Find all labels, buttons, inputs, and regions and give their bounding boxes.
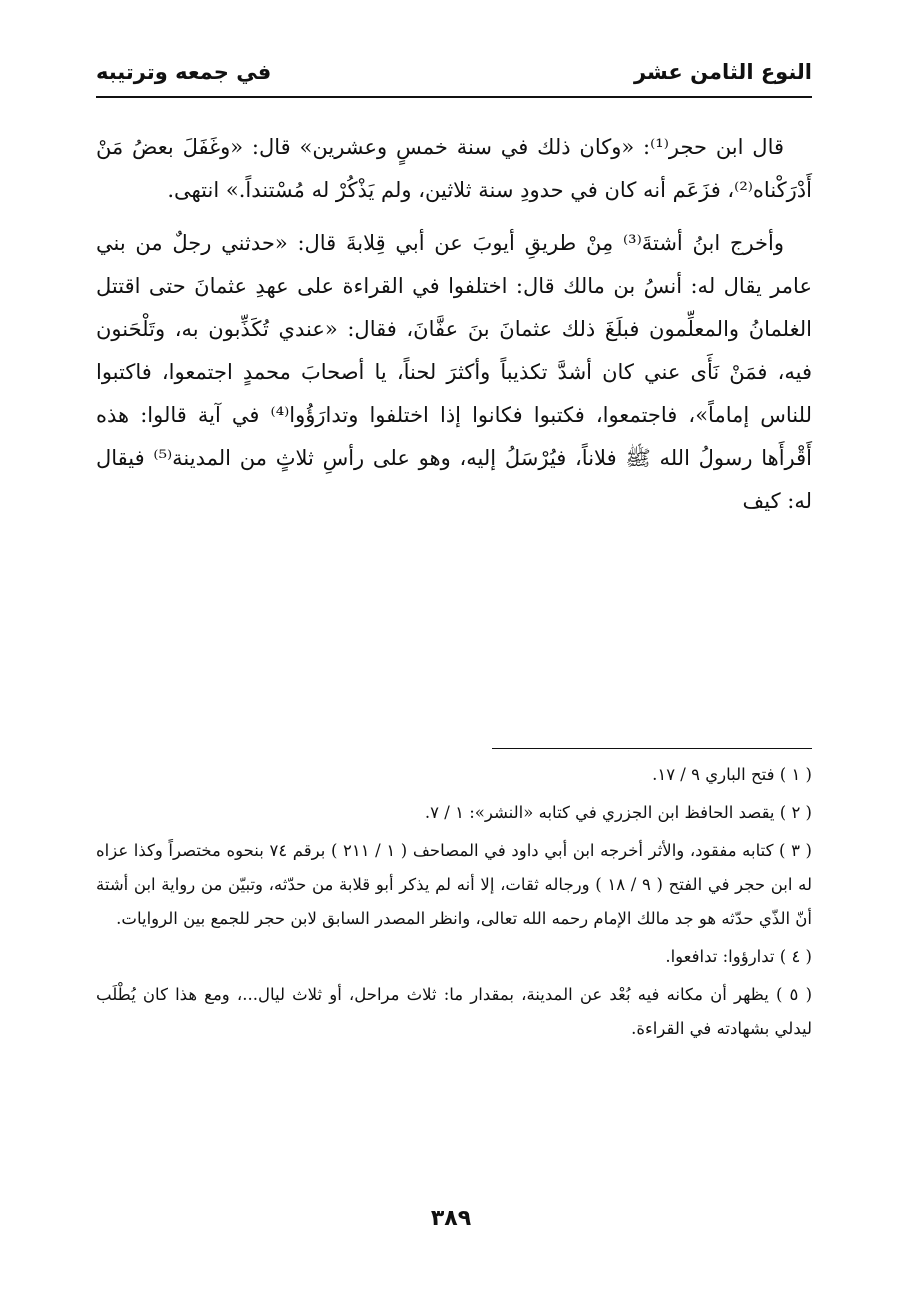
footnote-2: ( ٢ ) يقصد الحافظ ابن الجزري في كتابه «النشر»: ١ / ٧. xyxy=(424,803,812,822)
footnote-1: ( ١ ) فتح الباري ٩ / ١٧. xyxy=(652,765,812,784)
header-section-title: في جمعه وترتيبه xyxy=(96,60,272,84)
paragraph-2: وأخرج ابنُ أشتةَ⁽³⁾ مِنْ طريقِ أيوبَ عن أبي قِلابةَ قال: «حدثني رجلٌ من بني عامر يقال له: أنسُ بن مالك قال: اختلفوا في القراءة على عهدِ عثمانَ حتى اقتتل الغلمانُ والمعلِّمون فبلَغَ ذلك عثمانَ بنَ عفَّانَ، فقال: «عندي تُكَذِّبون به، وتَلْحَنون فيه، فمَنْ نَأَى عني كان أشدَّ تكذيباً وأكثرَ لحناً، يا أصحابَ محمدٍ اجتمعوا، فاكتبوا للناس إماماً»، فاجتمعوا، فكتبوا فكانوا إذا اختلفوا وتدارَؤُوا⁽⁴⁾ في آية قالوا: هذه أَقْرأَها رسولُ الله ﷺ فلاناً، فيُرْسَلُ إليه، وهو على رأسِ ثلاثٍ من المدينة⁽⁵⁾ فيقال له: كيف xyxy=(96,231,812,513)
running-header xyxy=(96,52,812,98)
footnote-divider xyxy=(492,748,812,749)
footnote-4: ( ٤ ) تدارؤوا: تدافعوا. xyxy=(665,947,812,966)
footnote-5: ( ٥ ) يظهر أن مكانه فيه بُعْد عن المدينة، بمقدار ما: ثلاث مراحل، أو ثلاث ليال...، ومع هذا كان يُطْلَب ليدلي بشهادته في القراءة. xyxy=(96,985,813,1038)
page-number: ٣٨٩ xyxy=(430,1206,472,1231)
footnote-3: ( ٣ ) كتابه مفقود، والأثر أخرجه ابن أبي داود في المصاحف ( ١ / ٢١١ ) برقم ٧٤ بنحوه مختصراً وكذا عزاه له ابن حجر في الفتح ( ٩ / ١٨ ) ورجاله ثقات، إلا أنه لم يذكر أبو قلابة من حدّثه، وتبيّن من رواية ابن أشتة أنّ الذّي حدّثه هو جد مالك الإمام رحمه الله تعالى، وانظر المصدر السابق لابن حجر للجمع بين الروايات. xyxy=(96,841,812,928)
main-text xyxy=(96,126,812,533)
footnotes xyxy=(96,758,812,1050)
paragraph-1: قال ابن حجر⁽¹⁾: «وكان ذلك في سنة خمسٍ وعشرين» قال: «وغَفَلَ بعضُ مَنْ أَدْرَكْناه⁽²⁾، فزَعَم أنه كان في حدودِ سنة ثلاثين، ولم يَذْكُرْ له مُسْتنداً.» انتهى. xyxy=(96,135,812,202)
header-chapter-title: النوع الثامن عشر xyxy=(633,60,812,84)
